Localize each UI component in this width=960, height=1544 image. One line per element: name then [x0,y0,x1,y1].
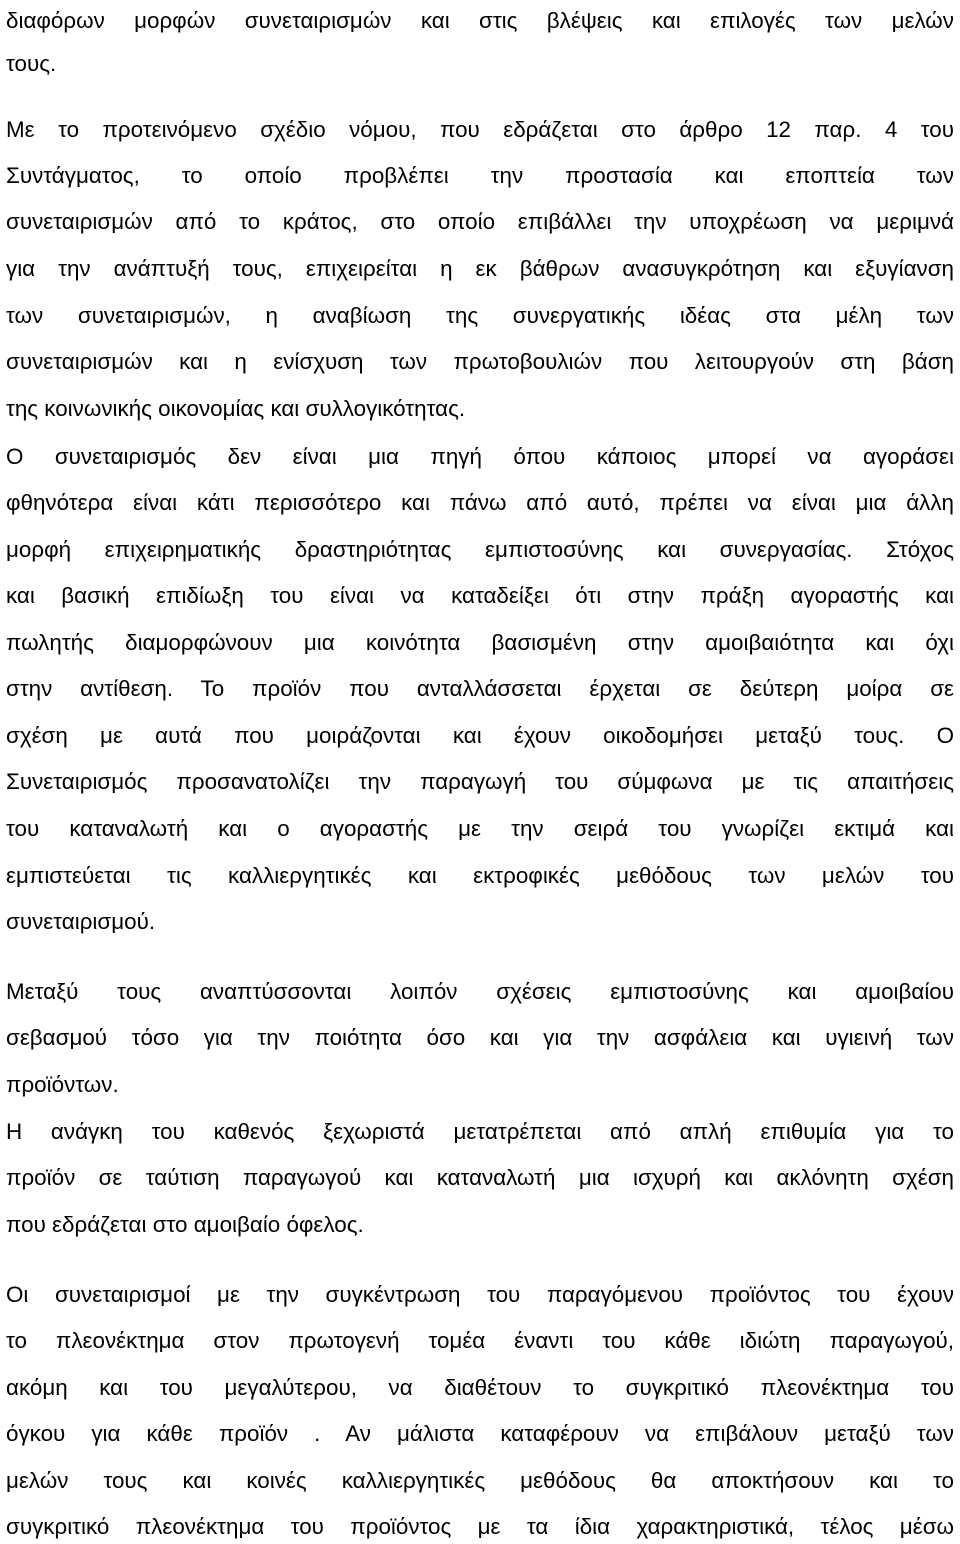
text-line: διαφόρων μορφών συνεταιρισμών και στις βλέψεις και επιλογές των μελών [6,8,954,33]
text-line: το πλεονέκτημα στον πρωτογενή τομέα έναντι του κάθε ιδιώτη παραγωγού, [6,1328,954,1353]
text-line: για την ανάπτυξή τους, επιχειρείται η εκ βάθρων ανασυγκρότηση και εξυγίανση [6,256,954,281]
text-line: μελών τους και κοινές καλλιεργητικές μεθόδους θα αποκτήσουν και το [6,1468,954,1493]
text-line: των συνεταιρισμών, η αναβίωση της συνεργατικής ιδέας στα μέλη των [6,303,954,328]
text-line: προϊόντων. [6,1072,119,1097]
text-line: Με το προτεινόμενο σχέδιο νόμου, που εδράζεται στο άρθρο 12 παρ. 4 του [6,117,954,142]
text-line: μορφή επιχειρηματικής δραστηριότητας εμπιστοσύνης και συνεργασίας. Στόχος [6,537,954,562]
text-line: του καταναλωτή και ο αγοραστής με την σειρά του γνωρίζει εκτιμά και [6,816,954,841]
text-line: Ο συνεταιρισμός δεν είναι μια πηγή όπου κάποιος μπορεί να αγοράσει [6,444,954,469]
text-line: φθηνότερα είναι κάτι περισσότερο και πάνω από αυτό, πρέπει να είναι μια άλλη [6,490,954,515]
text-line: εμπιστεύεται τις καλλιεργητικές και εκτροφικές μεθόδους των μελών του [6,863,954,888]
text-line: της κοινωνικής οικονομίας και συλλογικότητας. [6,396,466,421]
text-line: Οι συνεταιρισμοί με την συγκέντρωση του παραγόμενου προϊόντος του έχουν [6,1282,954,1307]
text-line: συνεταιρισμών και η ενίσχυση των πρωτοβουλιών που λειτουργούν στη βάση [6,349,954,374]
text-line: προϊόν σε ταύτιση παραγωγού και καταναλωτή μια ισχυρή και ακλόνητη σχέση [6,1165,954,1190]
text-line: στην αντίθεση. Το προϊόν που ανταλλάσσεται έρχεται σε δεύτερη μοίρα σε [6,676,954,701]
text-line: Συντάγματος, το οποίο προβλέπει την προστασία και εποπτεία των [6,163,954,188]
text-line: όγκου για κάθε προϊόν . Αν μάλιστα καταφέρουν να επιβάλουν μεταξύ των [6,1421,954,1446]
text-line: Η ανάγκη του καθενός ξεχωριστά μετατρέπεται από απλή επιθυμία για το [6,1119,954,1144]
text-line: σεβασμού τόσο για την ποιότητα όσο και για την ασφάλεια και υγιεινή των [6,1025,954,1050]
text-line: ακόμη και του μεγαλύτερου, να διαθέτουν το συγκριτικό πλεονέκτημα του [6,1375,954,1400]
text-line: συγκριτικό πλεονέκτημα του προϊόντος με τα ίδια χαρακτηριστικά, τέλος μέσω [6,1514,954,1539]
text-line: συνεταιρισμών από το κράτος, στο οποίο επιβάλλει την υποχρέωση να μεριμνά [6,209,954,234]
text-line: και βασική επιδίωξη του είναι να καταδείξει ότι στην πράξη αγοραστής και [6,583,954,608]
text-line: συνεταιρισμού. [6,909,156,934]
text-line: Μεταξύ τους αναπτύσσονται λοιπόν σχέσεις εμπιστοσύνης και αμοιβαίου [6,979,954,1004]
text-line: που εδράζεται στο αμοιβαίο όφελος. [6,1212,364,1237]
text-line: τους. [6,51,57,76]
text-line: πωλητής διαμορφώνουν μια κοινότητα βασισμένη στην αμοιβαιότητα και όχι [6,630,954,655]
text-line: σχέση με αυτά που μοιράζονται και έχουν οικοδομήσει μεταξύ τους. Ο [6,723,954,748]
text-line: Συνεταιρισμός προσανατολίζει την παραγωγή του σύμφωνα με τις απαιτήσεις [6,769,954,794]
